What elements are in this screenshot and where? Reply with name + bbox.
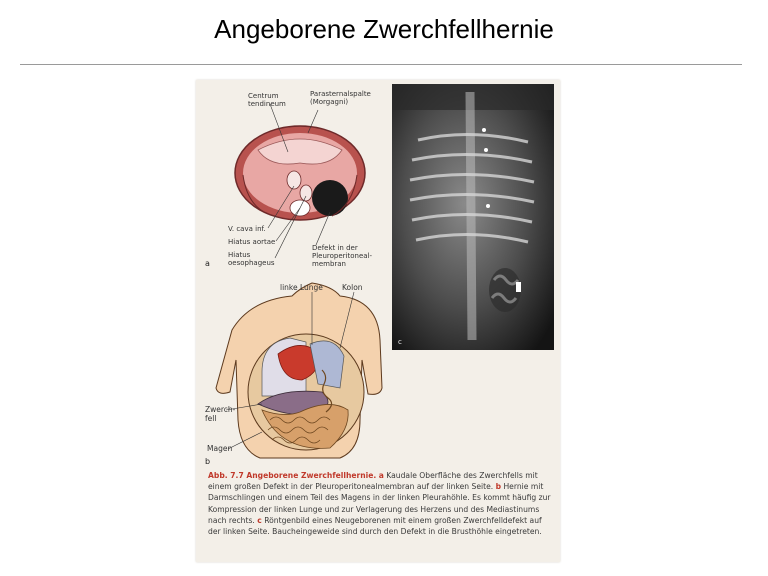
- label-oesophageus-line2: oesophageus: [228, 259, 275, 267]
- label-linke-lunge: linke Lunge: [280, 283, 323, 292]
- label-zwerchfell-line1: Zwerch-: [205, 405, 236, 414]
- panel-label-b: b: [205, 457, 211, 466]
- label-zwerchfell-line2: fell: [205, 414, 217, 423]
- label-kolon: Kolon: [342, 283, 363, 292]
- panel-label-a: a: [205, 259, 210, 268]
- panel-label-c: c: [398, 338, 402, 346]
- label-oesophageus-line1: Hiatus: [228, 251, 251, 259]
- label-defekt-line1: Defekt in der: [312, 244, 358, 252]
- label-centrum-line2: tendineum: [248, 100, 286, 108]
- label-defekt-line2: Pleuroperitoneal-: [312, 252, 373, 260]
- xray-image: [392, 84, 554, 350]
- label-hiatus-aortae: Hiatus aortae: [228, 238, 276, 246]
- caption-text-b: Hernie mit Darmschlingen und einem Teil des Magens in der linken Pleurahöhle. Es kommt häufig zur Kompression der linken Lunge und zur Verlagerung des Herzens und des Mediastinums nach rechts.: [208, 482, 551, 525]
- caption-text-c: Röntgenbild eines Neugeborenen mit einem großen Zwerchfelldefekt auf der linken Seite. Baucheingeweide sind durch den Defekt in die Brusthöhle eingetreten.: [208, 515, 542, 537]
- label-centrum-line1: Centrum: [248, 92, 279, 100]
- torso-illustration: [216, 283, 382, 458]
- label-defekt-line3: membran: [312, 260, 346, 268]
- diaphragm-illustration: [235, 104, 365, 258]
- slide-title: Angeborene Zwerchfellhernie: [214, 14, 554, 44]
- label-parasternal-line2: (Morgagni): [310, 98, 349, 106]
- label-magen: Magen: [207, 444, 233, 453]
- caption-marker-c: c: [257, 515, 262, 525]
- label-vcava: V. cava inf.: [228, 225, 266, 233]
- caption-marker-b: b: [495, 482, 502, 492]
- caption-marker-a: a: [378, 471, 384, 480]
- figure-caption: [208, 470, 553, 537]
- caption-label: Abb. 7.7 Angeborene Zwerchfellhernie.: [208, 471, 377, 480]
- label-parasternal-line1: Parasternalspalte: [310, 90, 371, 98]
- caption-text-a: Kaudale Oberfläche des Zwerchfells mit einem großen Defekt in der Pleuroperitonealmembran auf der linken Seite.: [208, 471, 538, 492]
